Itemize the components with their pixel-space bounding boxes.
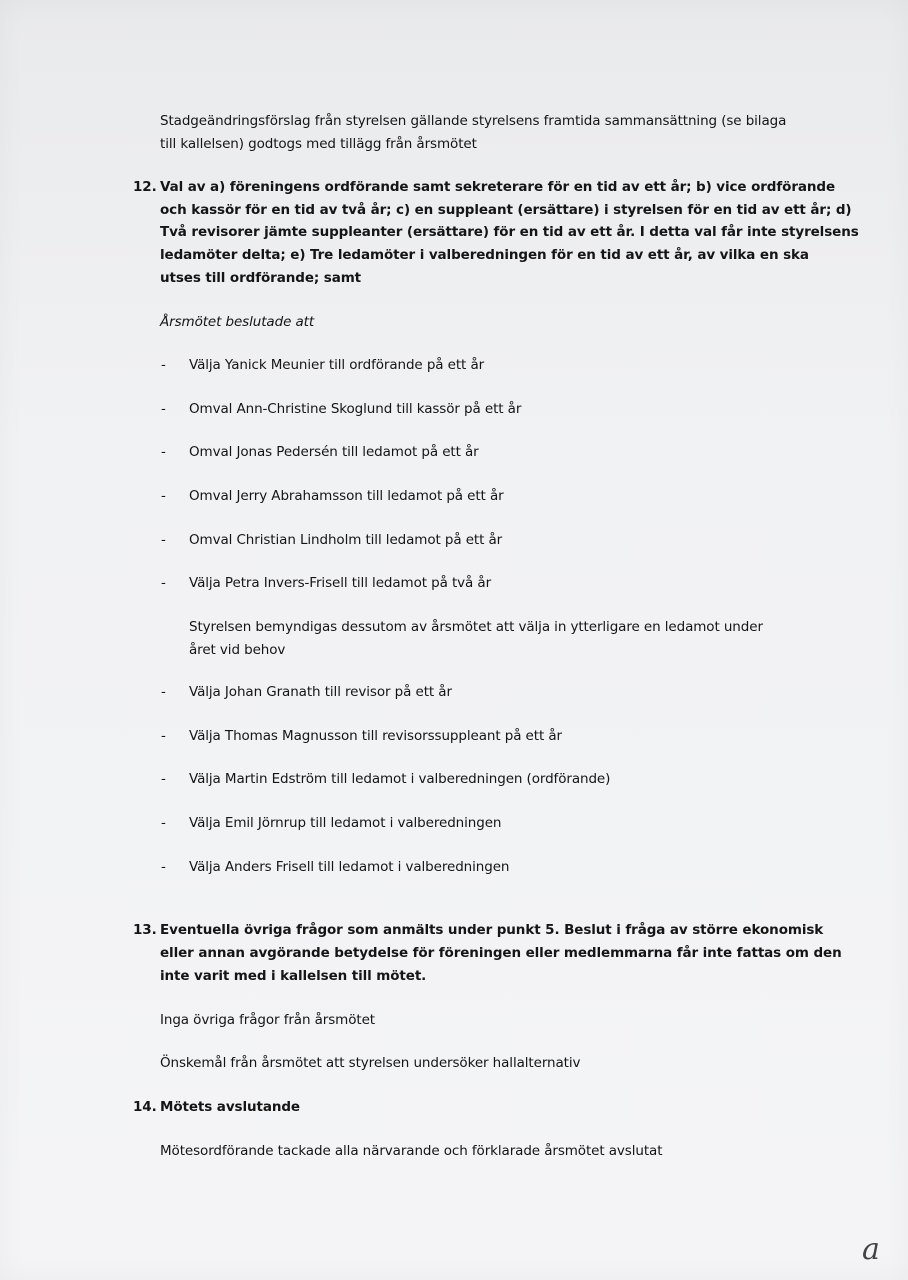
item-13-text: Inga övriga frågor från årsmötet xyxy=(160,1012,375,1028)
item-13-heading-line: Eventuella övriga frågor som anmälts under punkt 5. Beslut i fråga av större ekonomisk xyxy=(160,922,824,938)
note-line: Styrelsen bemyndigas dessutom av årsmötet att välja in ytterligare en ledamot under xyxy=(189,619,763,635)
item-13-number: 13. xyxy=(133,922,157,938)
item-12-heading-line: Val av a) föreningens ordförande samt sekreterare för en tid av ett år; b) vice ordförande xyxy=(160,179,836,195)
list-bullet: - xyxy=(161,444,166,460)
list-item: Omval Christian Lindholm till ledamot på ett år xyxy=(189,532,503,548)
intro-line-2: till kallelsen) godtogs med tillägg från årsmötet xyxy=(160,136,477,152)
item-12-heading-line: Två revisorer jämte suppleanter (ersättare) för en tid av ett år. I detta val får inte styrelsens xyxy=(160,224,859,240)
item-12-heading-line: utses till ordförande; samt xyxy=(160,270,362,286)
list-item: Omval Jonas Pedersén till ledamot på ett år xyxy=(189,444,479,460)
list-bullet: - xyxy=(161,532,166,548)
list-bullet: - xyxy=(161,771,166,787)
item-14-number: 14. xyxy=(133,1099,157,1115)
list-bullet: - xyxy=(161,815,166,831)
item-12-heading-line: och kassör för en tid av två år; c) en suppleant (ersättare) i styrelsen för en tid av ett år; d) xyxy=(160,202,852,218)
item-13-heading-line: eller annan avgörande betydelse för föreningen eller medlemmarna får inte fattas om den xyxy=(160,945,842,961)
list-bullet: - xyxy=(161,575,166,591)
list-bullet: - xyxy=(161,859,166,875)
list-item: Välja Johan Granath till revisor på ett år xyxy=(189,684,452,700)
item-12-number: 12. xyxy=(133,179,157,195)
intro-line-1: Stadgeändringsförslag från styrelsen gällande styrelsens framtida sammansättning (se bilaga xyxy=(160,113,787,129)
list-item: Välja Yanick Meunier till ordförande på ett år xyxy=(189,357,485,373)
list-item: Välja Thomas Magnusson till revisorssuppleant på ett år xyxy=(189,728,562,744)
note-line: året vid behov xyxy=(189,642,286,658)
list-item: Välja Anders Frisell till ledamot i valberedningen xyxy=(189,859,510,875)
list-item: Omval Jerry Abrahamsson till ledamot på ett år xyxy=(189,488,504,504)
item-13-heading-line: inte varit med i kallelsen till mötet. xyxy=(160,968,427,984)
list-bullet: - xyxy=(161,401,166,417)
item-14-text: Mötesordförande tackade alla närvarande och förklarade årsmötet avslutat xyxy=(160,1143,663,1159)
list-item: Välja Emil Jörnrup till ledamot i valberedningen xyxy=(189,815,502,831)
list-item: Omval Ann-Christine Skoglund till kassör på ett år xyxy=(189,401,522,417)
list-item: Välja Martin Edström till ledamot i valberedningen (ordförande) xyxy=(189,771,611,787)
decision-label: Årsmötet beslutade att xyxy=(160,314,315,330)
list-bullet: - xyxy=(161,488,166,504)
list-bullet: - xyxy=(161,728,166,744)
list-bullet: - xyxy=(161,684,166,700)
handwritten-initial: a xyxy=(862,1232,880,1267)
item-14-heading: Mötets avslutande xyxy=(160,1099,300,1115)
item-13-text: Önskemål från årsmötet att styrelsen undersöker hallalternativ xyxy=(160,1055,581,1071)
list-bullet: - xyxy=(161,357,166,373)
list-item: Välja Petra Invers-Frisell till ledamot på två år xyxy=(189,575,492,591)
item-12-heading-line: ledamöter delta; e) Tre ledamöter i valberedningen för en tid av ett år, av vilka en ska xyxy=(160,247,809,263)
